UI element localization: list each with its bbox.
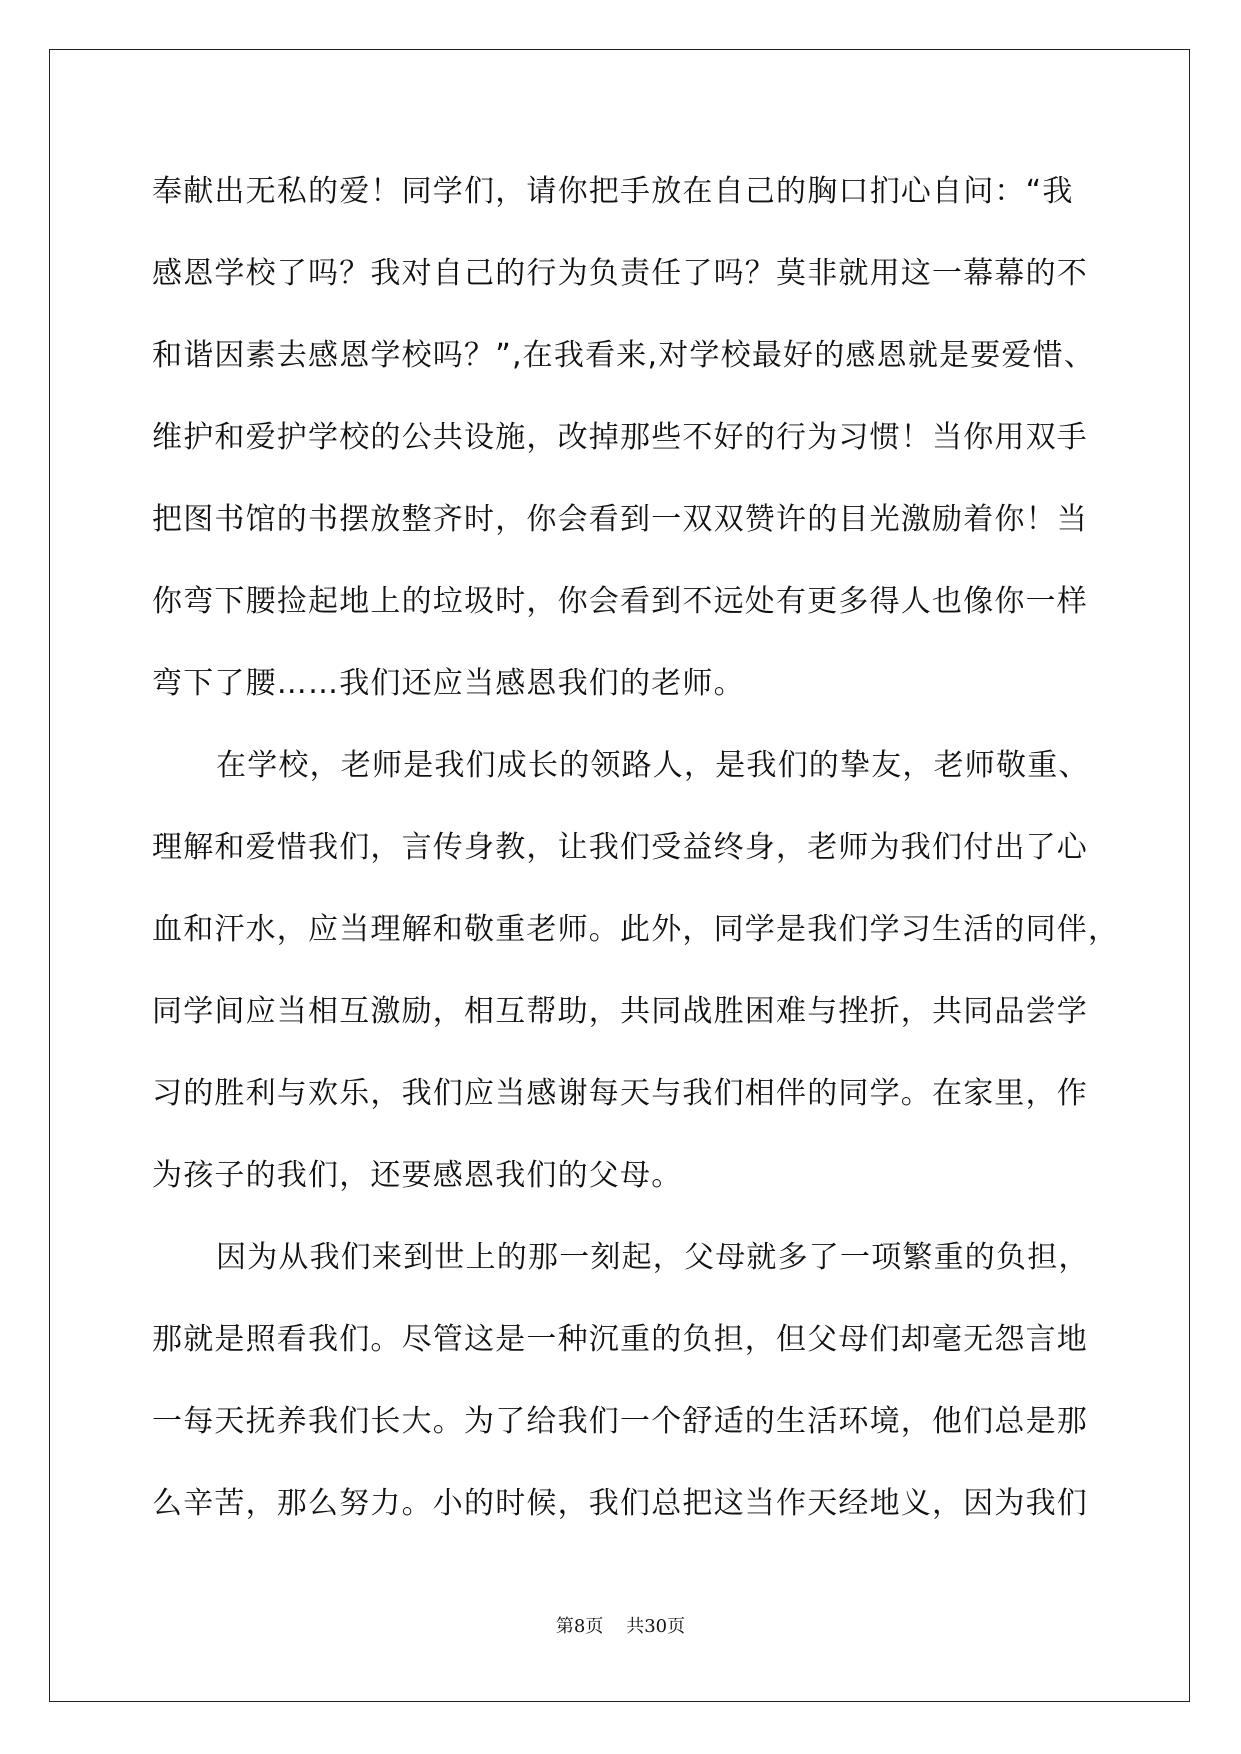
page-footer bbox=[0, 1612, 1241, 1638]
text-line: 把图书馆的书摆放整齐时，你会看到一双双赞许的目光激励着你！当 bbox=[152, 502, 1088, 537]
text-line: 和谐因素去感恩学校吗？”,在我看来,对学校最好的感恩就是要爱惜、 bbox=[152, 338, 1096, 373]
page-total: 共30页 bbox=[626, 1616, 686, 1637]
text-line: 奉献出无私的爱！同学们，请你把手放在自己的胸口扪心自问：“我 bbox=[152, 174, 1074, 209]
text-line: 习的胜利与欢乐，我们应当感谢每天与我们相伴的同学。在家里，作 bbox=[152, 1076, 1088, 1111]
text-line: 同学间应当相互激励，相互帮助，共同战胜困难与挫折，共同品尝学 bbox=[152, 994, 1088, 1029]
text-line: 一每天抚养我们长大。为了给我们一个舒适的生活环境，他们总是那 bbox=[152, 1404, 1088, 1439]
text-line: 理解和爱惜我们，言传身教，让我们受益终身，老师为我们付出了心 bbox=[152, 830, 1088, 865]
text-line: 血和汗水，应当理解和敬重老师。此外，同学是我们学习生活的同伴， bbox=[152, 912, 1120, 947]
paragraph-start-line: 在学校，老师是我们成长的领路人，是我们的挚友，老师敬重、 bbox=[216, 748, 1090, 783]
text-line: 维护和爱护学校的公共设施，改掉那些不好的行为习惯！当你用双手 bbox=[152, 420, 1088, 455]
text-line: 么辛苦，那么努力。小的时候，我们总把这当作天经地义，因为我们 bbox=[152, 1486, 1088, 1521]
page-number: 第8页 bbox=[555, 1616, 604, 1637]
text-line: 弯下了腰……我们还应当感恩我们的老师。 bbox=[152, 666, 745, 701]
text-line: 感恩学校了吗？我对自己的行为负责任了吗？莫非就用这一幕幕的不 bbox=[152, 256, 1088, 291]
text-line: 那就是照看我们。尽管这是一种沉重的负担，但父母们却毫无怨言地 bbox=[152, 1322, 1088, 1357]
text-line: 你弯下腰捡起地上的垃圾时，你会看到不远处有更多得人也像你一样 bbox=[152, 584, 1088, 619]
paragraph-start-line: 因为从我们来到世上的那一刻起，父母就多了一项繁重的负担， bbox=[216, 1240, 1090, 1275]
document-body bbox=[152, 160, 1120, 1554]
text-line: 为孩子的我们，还要感恩我们的父母。 bbox=[152, 1158, 683, 1193]
